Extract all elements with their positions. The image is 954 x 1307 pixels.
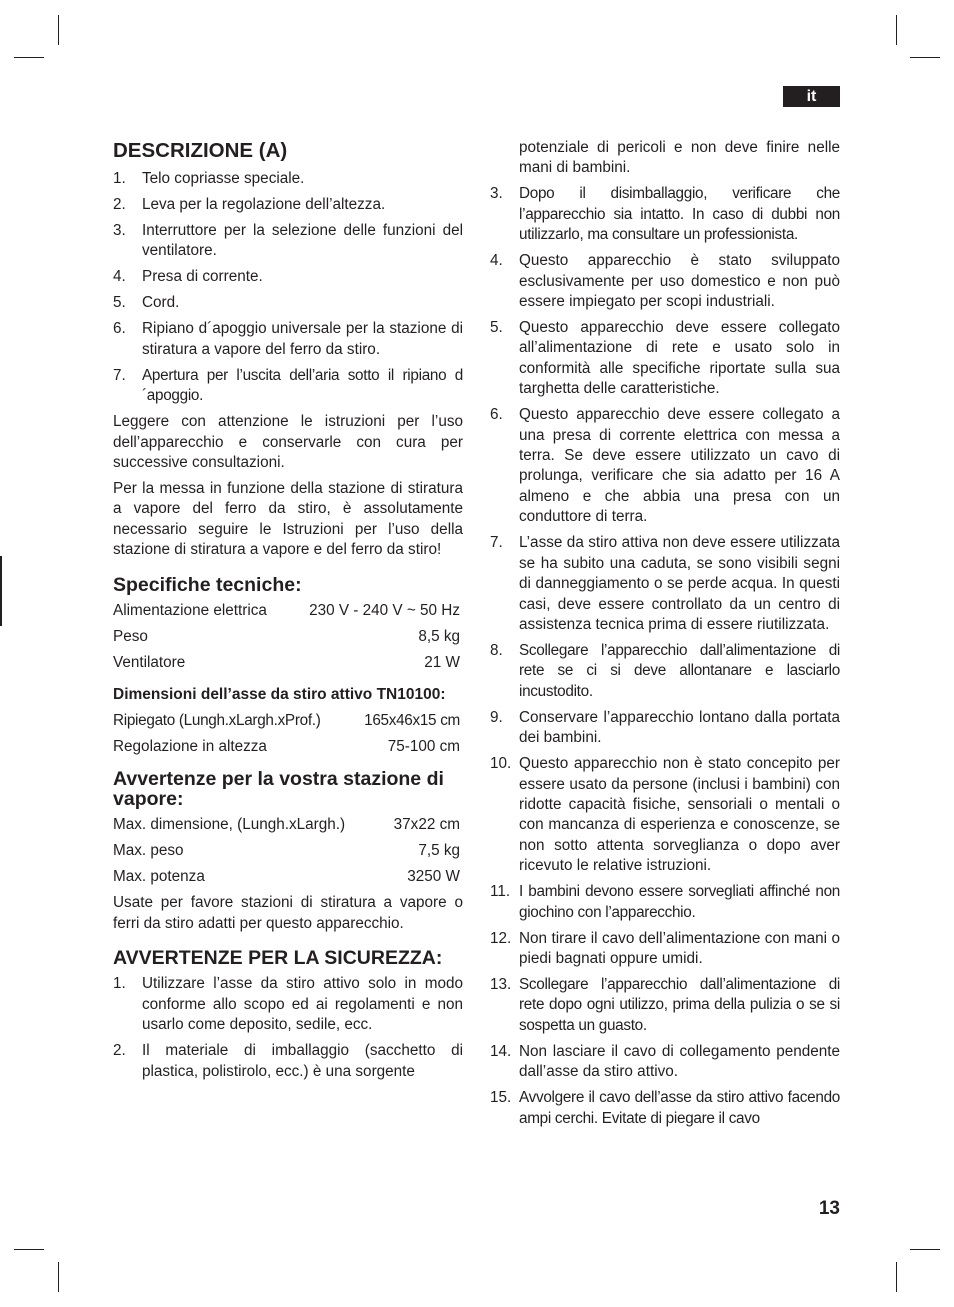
- station-warnings-heading: Avvertenze per la vostra stazione di vapore:: [113, 768, 444, 811]
- list-item: 3. Interruttore per la selezione delle funzioni del ventilatore.: [113, 222, 463, 260]
- list-item: 15. Avvolgere il cavo dell’asse da stiro attivo facendo ampi cerchi. Evitate di piegare il cavo: [490, 1089, 840, 1127]
- registration-bar: [0, 556, 2, 626]
- safety-list-continued: [490, 184, 840, 1129]
- spec-row: Max. dimensione, (Lungh.xLargh.) 37x22 cm: [113, 816, 460, 834]
- list-item: 8. Scollegare l’apparecchio dall’alimentazione di rete se ci si deve allontanare e lasciarlo incustodito.: [490, 641, 840, 700]
- crop-mark: [910, 1249, 940, 1250]
- list-item: 6. Ripiano d´apoggio universale per la stazione di stiratura a vapore del ferro da stiro.: [113, 320, 463, 358]
- continued-text: potenziale di pericoli e non deve finire nelle mani di bambini.: [519, 139, 840, 177]
- safety-heading: AVVERTENZE PER LA SICUREZZA:: [113, 947, 443, 970]
- list-item: 4. Presa di corrente.: [113, 268, 263, 286]
- list-item: 10. Questo apparecchio non è stato concepito per essere usato da persone (inclusi i bambini) con ridotte capacità fisiche, sensoriali o mentali o con mancanza di esperienza e conoscenze, se non sotto attenta sorveglianza o dopo aver ricevuto le relative istruzioni.: [490, 755, 840, 875]
- spec-row: Peso 8,5 kg: [113, 627, 460, 645]
- crop-mark: [896, 15, 897, 45]
- dimensions-heading: Dimensioni dell’asse da stiro attivo TN10100:: [113, 686, 446, 704]
- page-number: 13: [818, 1198, 840, 1219]
- list-item: 5. Questo apparecchio deve essere collegato all’alimentazione di rete e usato solo in conformità alle specifiche riportate sulla sua targhetta delle caratteristiche.: [490, 319, 840, 398]
- intro-paragraph: Leggere con attenzione le istruzioni per l’uso dell’apparecchio e conservarle con cura per successive consultazioni.: [113, 413, 463, 472]
- crop-mark: [58, 15, 59, 45]
- list-item: 13. Scollegare l’apparecchio dall’alimentazione di rete dopo ogni utilizzo, prima della pulizia o se si sospetta un guasto.: [490, 975, 840, 1034]
- spec-row: Alimentazione elettrica 230 V - 240 V ~ 50 Hz: [113, 601, 460, 619]
- list-item: 4. Questo apparecchio è stato sviluppato esclusivamente per uso domestico e non può essere impiegato per scopi industriali.: [490, 252, 840, 311]
- list-item: 2. Il materiale di imballaggio (sacchetto di plastica, polistirolo, ecc.) è una sorgente: [113, 1042, 463, 1080]
- crop-mark: [58, 1262, 59, 1292]
- list-item: 1. Telo copriasse speciale.: [113, 170, 305, 187]
- crop-mark: [14, 57, 44, 58]
- list-item: 6. Questo apparecchio deve essere collegato a una presa di corrente elettrica con messa a terra. Se deve essere utilizzato un cavo di prolunga, verificare che sia adatto per 16 A almeno e che abbia una presa con un conduttore di terra.: [490, 406, 840, 526]
- crop-mark: [14, 1249, 44, 1250]
- left-column: [113, 138, 463, 1088]
- list-item: 1. Utilizzare l’asse da stiro attivo solo in modo conforme allo scopo ed ai regolamenti e non usarlo come deposito, sedile, ecc.: [113, 975, 463, 1034]
- list-item: 12. Non tirare il cavo dell’alimentazione con mani o piedi bagnati oppure umidi.: [490, 929, 840, 967]
- spec-row: Max. potenza 3250 W: [113, 868, 460, 886]
- description-list: [113, 169, 463, 407]
- specs-heading: Specifiche tecniche:: [113, 573, 302, 596]
- list-item: 14. Non lasciare il cavo di collegamento pendente dall’asse da stiro attivo.: [490, 1042, 840, 1081]
- description-heading: DESCRIZIONE (A): [113, 139, 288, 162]
- list-item: 7. L’asse da stiro attiva non deve essere utilizzata se ha subito una caduta, se sono visibili segni di danneggiamento o se perde acqua. In questi casi, deve essere controllato da un centro di assistenza tecnica prima di essere riutilizzata.: [490, 534, 840, 633]
- safety-list: [113, 974, 463, 1082]
- list-item: 11. I bambini devono essere sorvegliati affinché non giochino con l’apparecchio.: [490, 883, 840, 921]
- language-tab: it: [783, 86, 840, 107]
- list-item: 5. Cord.: [113, 294, 180, 312]
- spec-row: Ripiegato (Lungh.xLargh.xProf.) 165x46x15 cm: [113, 712, 460, 730]
- setup-paragraph: Per la messa in funzione della stazione di stiratura a vapore del ferro da stiro, è assolutamente necessario seguire le Istruzioni per l’uso della stazione di stiratura a vapore e del ferro da stiro!: [113, 480, 463, 559]
- list-item: 3. Dopo il disimballaggio, verificare che l’apparecchio sia intatto. In caso di dubbi non utilizzarlo, ma consultare un professionista.: [490, 185, 840, 244]
- list-item: 7. Apertura per l’uscita dell’aria sotto il ripiano d´apoggio.: [113, 366, 463, 405]
- crop-mark: [910, 57, 940, 58]
- spec-row: Regolazione in altezza 75-100 cm: [113, 738, 460, 756]
- crop-mark: [896, 1262, 897, 1292]
- list-item: 2. Leva per la regolazione dell’altezza.: [113, 196, 386, 213]
- right-column: [490, 138, 840, 1135]
- list-item: 9. Conservare l’apparecchio lontano dalla portata dei bambini.: [490, 708, 840, 747]
- usage-paragraph: Usate per favore stazioni di stiratura a vapore o ferri da stiro adatti per questo apparecchio.: [113, 894, 463, 932]
- spec-row: Ventilatore 21 W: [113, 653, 460, 671]
- spec-row: Max. peso 7,5 kg: [113, 842, 460, 860]
